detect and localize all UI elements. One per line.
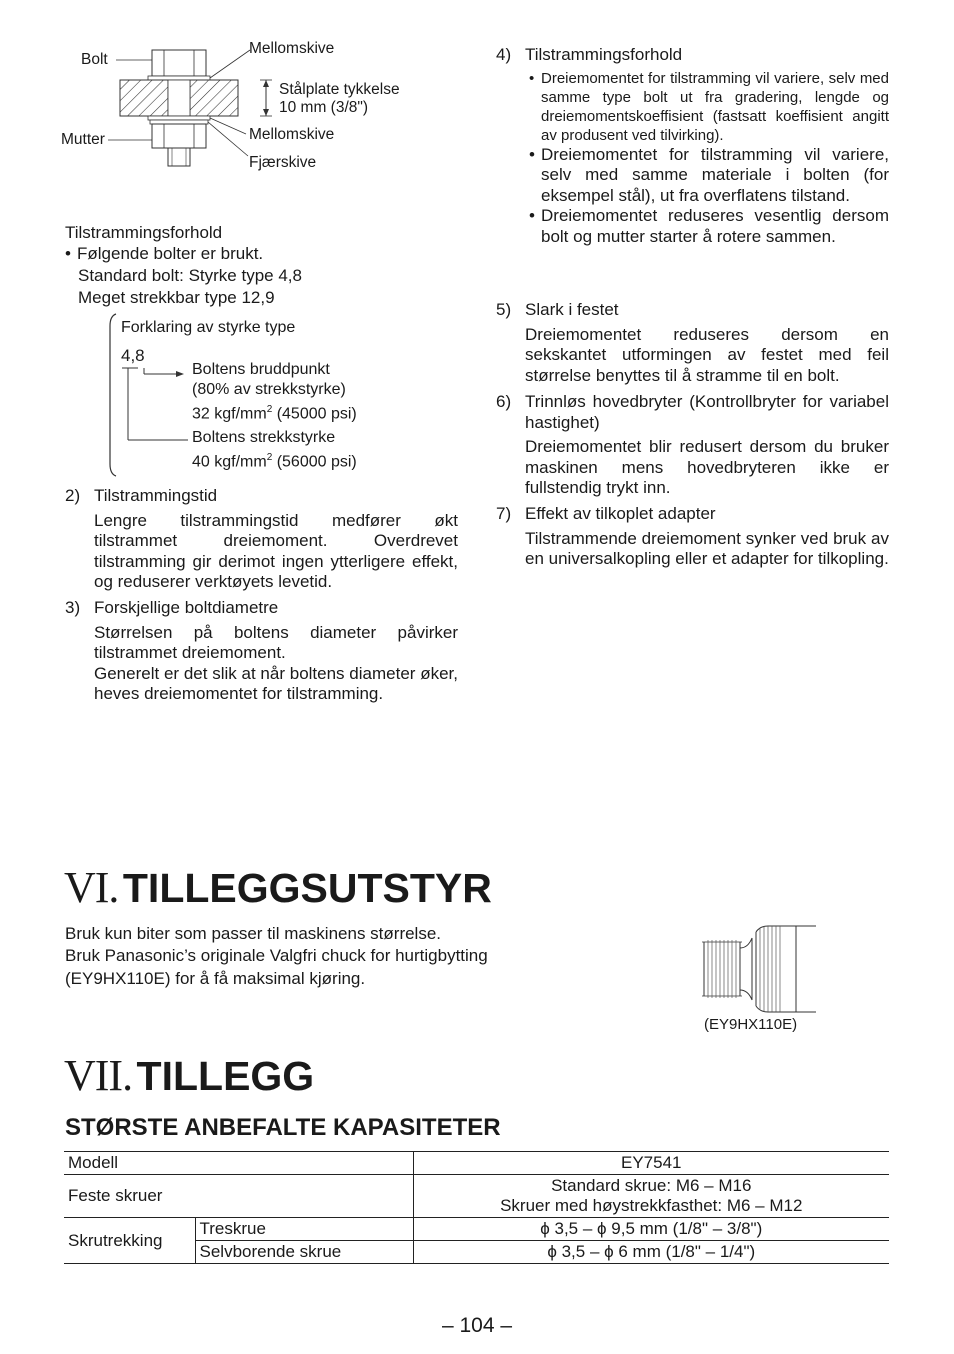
fasten-value-1: Standard skrue: M6 – M16 <box>551 1176 752 1195</box>
item-4-number: 4) <box>496 45 512 64</box>
washer-top-label: Mellomskive <box>249 40 335 57</box>
table-row <box>64 1152 889 1175</box>
quick-chuck-drawing <box>700 924 820 1014</box>
item-3-number: 3) <box>65 598 81 617</box>
tensile-line-2 <box>192 448 357 472</box>
section-6-line-1: Bruk kun biter som passer til maskinens størrelse. <box>65 924 442 943</box>
section-6-roman: VI. <box>64 863 119 912</box>
legend-value: 4,8 <box>121 346 145 365</box>
wood-screw-label: Treskrue <box>195 1218 413 1241</box>
item-5-body: Dreiemomentet reduseres dersom en sekskantet utformingen av festet med feil størrelse benyttes til å stramme til en bolt. <box>525 324 889 385</box>
item-7-title: Effekt av tilkoplet adapter <box>525 504 716 523</box>
item-2-title: Tilstrammingstid <box>94 486 218 505</box>
wood-screw-value: ϕ 3,5 – ϕ 9,5 mm (1/8" – 3/8") <box>413 1218 889 1241</box>
break-line-3 <box>192 400 357 424</box>
chuck-caption: (EY9HX110E) <box>704 1016 798 1033</box>
washer-bottom-label: Mellomskive <box>249 126 335 143</box>
item-2-body: Lengre tilstrammingstid medfører økt tilstrammet dreiemoment. Overdrevet tilstramming gir derimot ingen ytterligere effekt, og reduserer verktøyets levetid. <box>94 510 458 591</box>
section-7-heading <box>64 1050 314 1101</box>
item-6-number: 6) <box>496 392 512 411</box>
item-3-title: Forskjellige boltdiametre <box>94 598 279 617</box>
section-6-title: TILLEGGSUTSTYR <box>122 865 492 911</box>
model-label: Modell <box>64 1152 413 1175</box>
section-6-heading <box>64 862 492 913</box>
item-6-body: Dreiemomentet blir redusert dersom du bruker maskinen mens hovedbryteren ikke er fullstendig trykt inn. <box>525 437 889 497</box>
fasten-value-2: Skruer med høystrekkfasthet: M6 – M12 <box>500 1196 803 1215</box>
item-4-bullet-1: • Dreiemomentet for tilstramming vil variere, selv med samme type bolt ut fra gradering, lengde og dreiemomentskoeffisient (fastsatt koeffisient angitt av produsent ved tilvirking). <box>529 69 889 145</box>
item-7-number: 7) <box>496 504 512 523</box>
tightening-heading: Tilstrammingsforhold <box>65 223 223 242</box>
standard-bolt-line: Standard bolt: Styrke type 4,8 <box>78 266 302 285</box>
tensile-value: 40 kgf/mm <box>192 453 267 471</box>
bolt-label: Bolt <box>81 51 108 68</box>
break-psi: (45000 psi) <box>272 405 357 423</box>
nut-label: Mutter <box>61 131 105 148</box>
bolt-bullet <box>65 244 263 265</box>
item-3-body-1: Størrelsen på boltens diameter påvirker tilstrammet dreiemoment. <box>94 622 458 662</box>
tensile-psi: (56000 psi) <box>272 453 357 471</box>
break-value: 32 kgf/mm <box>192 405 267 423</box>
tensile-line-1: Boltens strekkstyrke <box>192 429 336 446</box>
fasten-value <box>413 1175 889 1218</box>
item-4-title: Tilstrammingsforhold <box>525 45 683 64</box>
spring-washer-label: Fjærskive <box>249 154 317 171</box>
item-4-bullet-3: • Dreiemomentet reduseres vesentlig dersom bolt og mutter starter å rotere sammen. <box>529 206 889 247</box>
capacities-subheading: STØRSTE ANBEFALTE KAPASITETER <box>65 1114 501 1141</box>
tensile-sup: 2 <box>266 452 273 463</box>
item-5-title: Slark i festet <box>525 300 619 319</box>
legend-title: Forklaring av styrke type <box>121 319 296 336</box>
item-3 <box>65 598 458 705</box>
self-drilling-label: Selvborende skrue <box>195 1241 413 1264</box>
table-row <box>64 1218 889 1241</box>
section-7-roman: VII. <box>64 1051 133 1100</box>
item-2 <box>65 486 458 593</box>
item-2-number: 2) <box>65 486 81 505</box>
item-3-body-2: Generelt er det slik at når boltens diameter øker, heves dreiemomentet for tilstramming. <box>94 663 458 703</box>
plate-label-1: Stålplate tykkelse <box>279 81 400 98</box>
item-6-title: Trinnløs hovedbryter (Kontrollbryter for variabel hastighet) <box>525 392 889 432</box>
item-5 <box>496 300 889 386</box>
bolt-bullet-text: Følgende bolter er brukt. <box>77 244 264 263</box>
item-7 <box>496 504 889 570</box>
section-6-line-3: (EY9HX110E) for å få maksimal kjøring. <box>65 969 366 988</box>
capacities-table <box>64 1151 889 1264</box>
break-line-1: Boltens bruddpunkt <box>192 361 330 378</box>
plate-label-2: 10 mm (3/8") <box>279 99 369 116</box>
page-number: – 104 – <box>441 1314 513 1337</box>
item-5-number: 5) <box>496 300 512 319</box>
self-drilling-value: ϕ 3,5 – ϕ 6 mm (1/8" – 1/4") <box>413 1241 889 1264</box>
break-sup: 2 <box>266 404 273 415</box>
break-line-2: (80% av strekkstyrke) <box>192 381 346 398</box>
model-value: EY7541 <box>413 1152 889 1175</box>
drive-label: Skrutrekking <box>64 1218 195 1264</box>
item-7-body: Tilstrammende dreiemoment synker ved bruk av en universalkopling eller et adapter for tilkopling. <box>525 528 889 568</box>
section-7-title: TILLEGG <box>136 1053 315 1099</box>
table-row <box>64 1175 889 1218</box>
section-6-line-2: Bruk Panasonic’s originale Valgfri chuck for hurtigbytting <box>65 946 488 965</box>
item-6 <box>496 392 889 499</box>
fasten-label: Feste skruer <box>64 1175 413 1218</box>
item-4 <box>496 45 889 247</box>
item-4-bullet-2: • Dreiemomentet for tilstramming vil variere, selv med samme materiale i bolten (for eksempel stål), ut fra overflatens tilstand. <box>529 145 889 207</box>
high-tensile-line: Meget strekkbar type 12,9 <box>78 288 275 307</box>
